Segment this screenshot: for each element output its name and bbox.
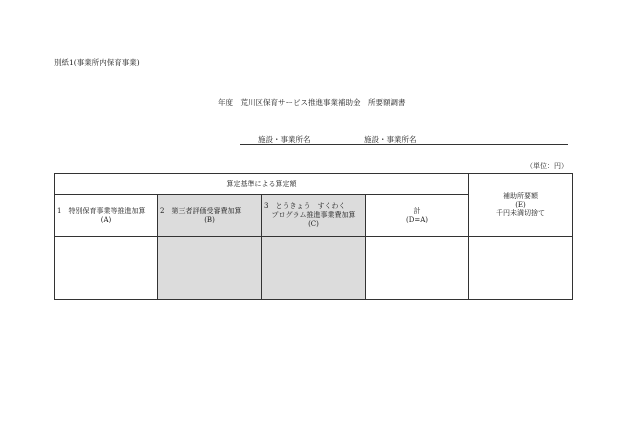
value-cell-c[interactable]	[262, 237, 366, 300]
facility-name-underline	[240, 144, 568, 145]
facility-name-label-2: 施設・事業所名	[364, 135, 417, 144]
header-d-line1: 計	[413, 206, 421, 215]
header-cell-a	[55, 195, 158, 237]
header-cell-e	[469, 174, 573, 237]
group-header-label: 算定基準による算定額	[226, 179, 297, 188]
header-e-line3: 千円未満切捨て	[496, 209, 545, 218]
header-cell-c	[262, 195, 366, 237]
header-e-line1: 補助所要額	[503, 191, 538, 200]
value-cell-a[interactable]	[55, 237, 158, 300]
header-cell-b	[158, 195, 262, 237]
header-d-line2: (D=A)	[406, 215, 428, 224]
header-a-line2: (A)	[100, 215, 112, 224]
value-cell-d[interactable]	[366, 237, 469, 300]
facility-name-label-1: 施設・事業所名	[258, 135, 311, 144]
header-c-line2: プログラム推進事業費加算	[271, 211, 356, 220]
header-cell-d	[366, 195, 469, 237]
document-label: 別紙1(事業所内保育事業)	[54, 58, 140, 67]
header-c-line1: 3 とうきょう すくわく	[264, 202, 346, 211]
value-cell-e[interactable]	[469, 237, 573, 300]
document-title: 年度 荒川区保育サービス推進事業補助金 所要額調書	[218, 98, 406, 107]
header-e-line2: (E)	[515, 200, 526, 209]
header-c-line3: (C)	[308, 219, 319, 228]
subsidy-calculation-table	[54, 173, 573, 300]
unit-note: （単位：円）	[526, 162, 568, 170]
value-cell-b[interactable]	[158, 237, 262, 300]
header-a-line1: 1 特別保育事業等推進加算	[57, 206, 146, 215]
group-header-cell	[55, 174, 469, 195]
header-b-line1: 2 第三者評価受審費加算	[160, 206, 242, 215]
header-b-line2: (B)	[204, 215, 215, 224]
